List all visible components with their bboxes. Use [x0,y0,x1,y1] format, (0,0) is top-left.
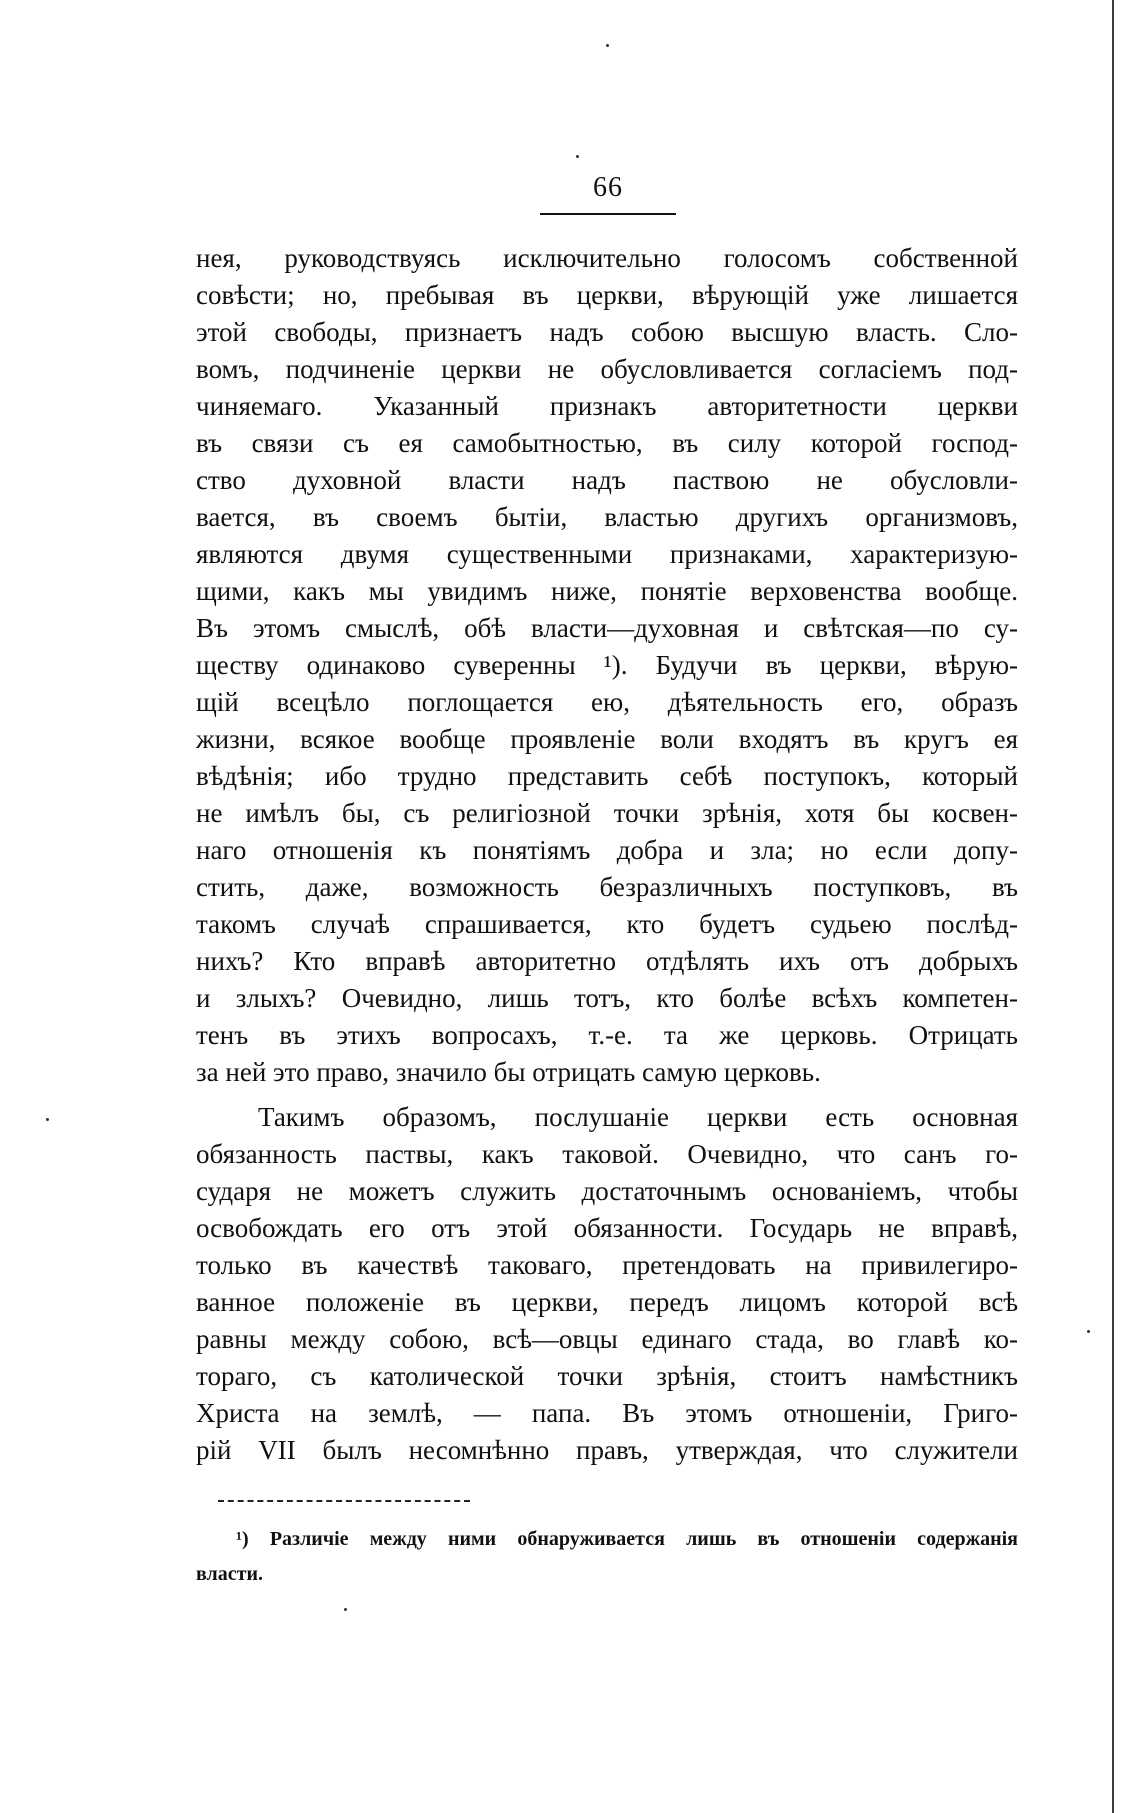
text-line: жизни, всякое вообще проявленіе воли входятъ въ кругъ ея [196,724,1018,754]
text-line: сударя не можетъ служить достаточнымъ основаніемъ, чтобы [196,1176,1018,1206]
text-line: ществу одинаково суверенны ¹). Будучи въ церкви, вѣрую- [196,650,1018,680]
scan-speck [344,1608,347,1611]
text-line: этой свободы, признаетъ надъ собою высшую власть. Сло- [196,317,1018,347]
text-line: рій VII былъ несомнѣнно правъ, утверждая, что служители [196,1435,1018,1465]
footnote-line: ¹) Различіе между ними обнаруживается лишь въ отношеніи содержанія [236,1528,1018,1550]
footnote-line: власти. [196,1563,263,1585]
text-line: равны между собою, всѣ—овцы единаго стада, во главѣ ко- [196,1324,1018,1354]
text-line: нея, руководствуясь исключительно голосомъ собственной [196,243,1018,273]
scan-speck [606,44,609,47]
text-line: за ней это право, значило бы отрицать самую церковь. [196,1057,821,1087]
text-line: Въ этомъ смыслѣ, обѣ власти—духовная и свѣтская—по су- [196,613,1018,643]
text-line: вомъ, подчиненіе церкви не обусловливается согласіемъ под- [196,354,1018,384]
text-line: Христа на землѣ, — папа. Въ этомъ отношеніи, Григо- [196,1398,1018,1428]
text-line: обязанность паствы, какъ таковой. Очевидно, что санъ го- [196,1139,1018,1169]
text-line: нихъ? Кто вправѣ авторитетно отдѣлять ихъ отъ добрыхъ [196,946,1018,976]
text-line: въ связи съ ея самобытностью, въ силу которой господ- [196,428,1018,458]
text-line: такомъ случаѣ спрашивается, кто будетъ судьею послѣд- [196,909,1018,939]
body-text [196,240,1018,1469]
text-line: вѣдѣнія; ибо трудно представить себѣ поступокъ, который [196,761,1018,791]
text-line: наго отношенія къ понятіямъ добра и зла; но если допу- [196,835,1018,865]
text-line: стить, даже, возможность безразличныхъ поступковъ, въ [196,872,1018,902]
footnote-separator [218,1500,470,1502]
footnote [196,1522,1018,1592]
scan-speck [576,155,579,158]
page-number: 66 [593,172,623,203]
text-line: тораго, съ католической точки зрѣнія, стоитъ намѣстникъ [196,1361,1018,1391]
scan-edge-line [1112,0,1114,1813]
text-line: являются двумя существенными признаками, характеризую- [196,539,1018,569]
text-line: Такимъ образомъ, послушаніе церкви есть основная [258,1102,1018,1132]
scan-speck [46,1118,49,1121]
text-line: и злыхъ? Очевидно, лишь тотъ, кто болѣе всѣхъ компетен- [196,983,1018,1013]
text-line: освобождать его отъ этой обязанности. Государь не вправѣ, [196,1213,1018,1243]
paragraph-1 [196,240,1018,1091]
text-line: тенъ въ этихъ вопросахъ, т.-е. та же церковь. Отрицать [196,1020,1018,1050]
text-line: щими, какъ мы увидимъ ниже, понятіе верховенства вообще. [196,576,1018,606]
text-line: щій всецѣло поглощается ею, дѣятельность его, образъ [196,687,1018,717]
text-line: чиняемаго. Указанный признакъ авторитетности церкви [196,391,1018,421]
text-line: ство духовной власти надъ паствою не обусловли- [196,465,1018,495]
text-line: не имѣлъ бы, съ религіозной точки зрѣнія, хотя бы косвен- [196,798,1018,828]
scan-speck [1087,1330,1090,1333]
page-number-rule [540,213,676,215]
text-line: ванное положеніе въ церкви, передъ лицомъ которой всѣ [196,1287,1018,1317]
text-line: только въ качествѣ таковаго, претендовать на привилегиро- [196,1250,1018,1280]
text-line: вается, въ своемъ бытіи, властью другихъ организмовъ, [196,502,1018,532]
paragraph-2 [196,1099,1018,1469]
text-line: совѣсти; но, пребывая въ церкви, вѣрующій уже лишается [196,280,1018,310]
